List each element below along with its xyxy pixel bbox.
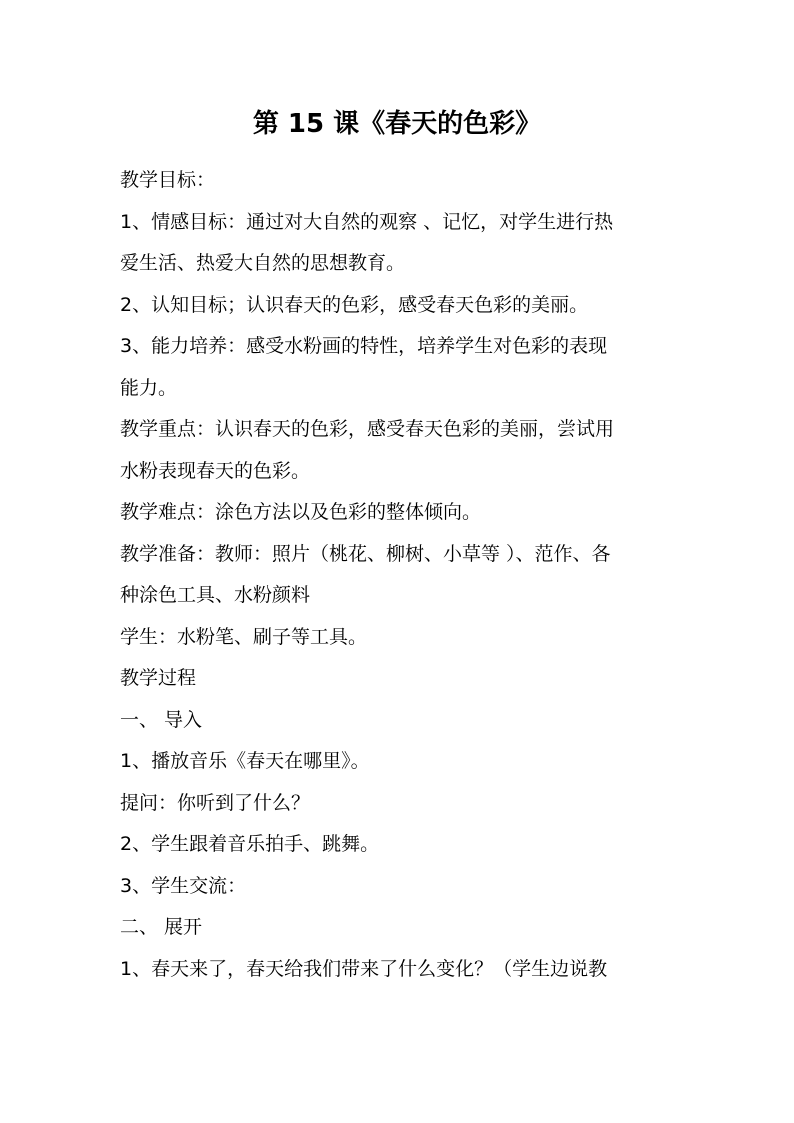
text-line: 提问：你听到了什么？	[120, 791, 311, 814]
text-line: 一、 导入	[120, 708, 203, 731]
document-title: 第 15 课《春天的色彩》	[252, 109, 542, 139]
text-line: 种涂色工具、水粉颜料	[120, 584, 311, 606]
text-line: 水粉表现春天的色彩。	[120, 459, 311, 482]
text-line: 1、春天来了，春天给我们带来了什么变化？（学生边说教	[120, 957, 608, 980]
text-line: 教学重点：认识春天的色彩，感受春天色彩的美丽，尝试用	[120, 418, 615, 440]
document-body	[120, 160, 680, 990]
text-line: 能力。	[120, 376, 178, 399]
text-line: 3、能力培养：感受水粉画的特性，培养学生对色彩的表现	[120, 335, 608, 357]
text-line: 教学难点：涂色方法以及色彩的整体倾向。	[120, 501, 482, 523]
text-line: 1、播放音乐《春天在哪里》。	[120, 750, 370, 772]
text-line: 教学准备：教师：照片（桃花、柳树、小草等 ）、范作、各	[120, 542, 611, 565]
text-line: 教学过程	[120, 667, 197, 689]
text-line: 爱生活、热爱大自然的思想教育。	[120, 252, 406, 274]
text-line: 教学目标：	[120, 169, 216, 191]
text-line: 3、学生交流：	[120, 874, 247, 897]
text-line: 二、 展开	[120, 916, 203, 938]
text-line: 1、情感目标：通过对大自然的观察 、记忆，对学生进行热	[120, 210, 614, 233]
text-line: 2、认知目标；认识春天的色彩，感受春天色彩的美丽。	[120, 293, 589, 316]
text-line: 2、学生跟着音乐拍手、跳舞。	[120, 833, 380, 855]
text-line: 学生：水粉笔、刷子等工具。	[120, 625, 368, 648]
